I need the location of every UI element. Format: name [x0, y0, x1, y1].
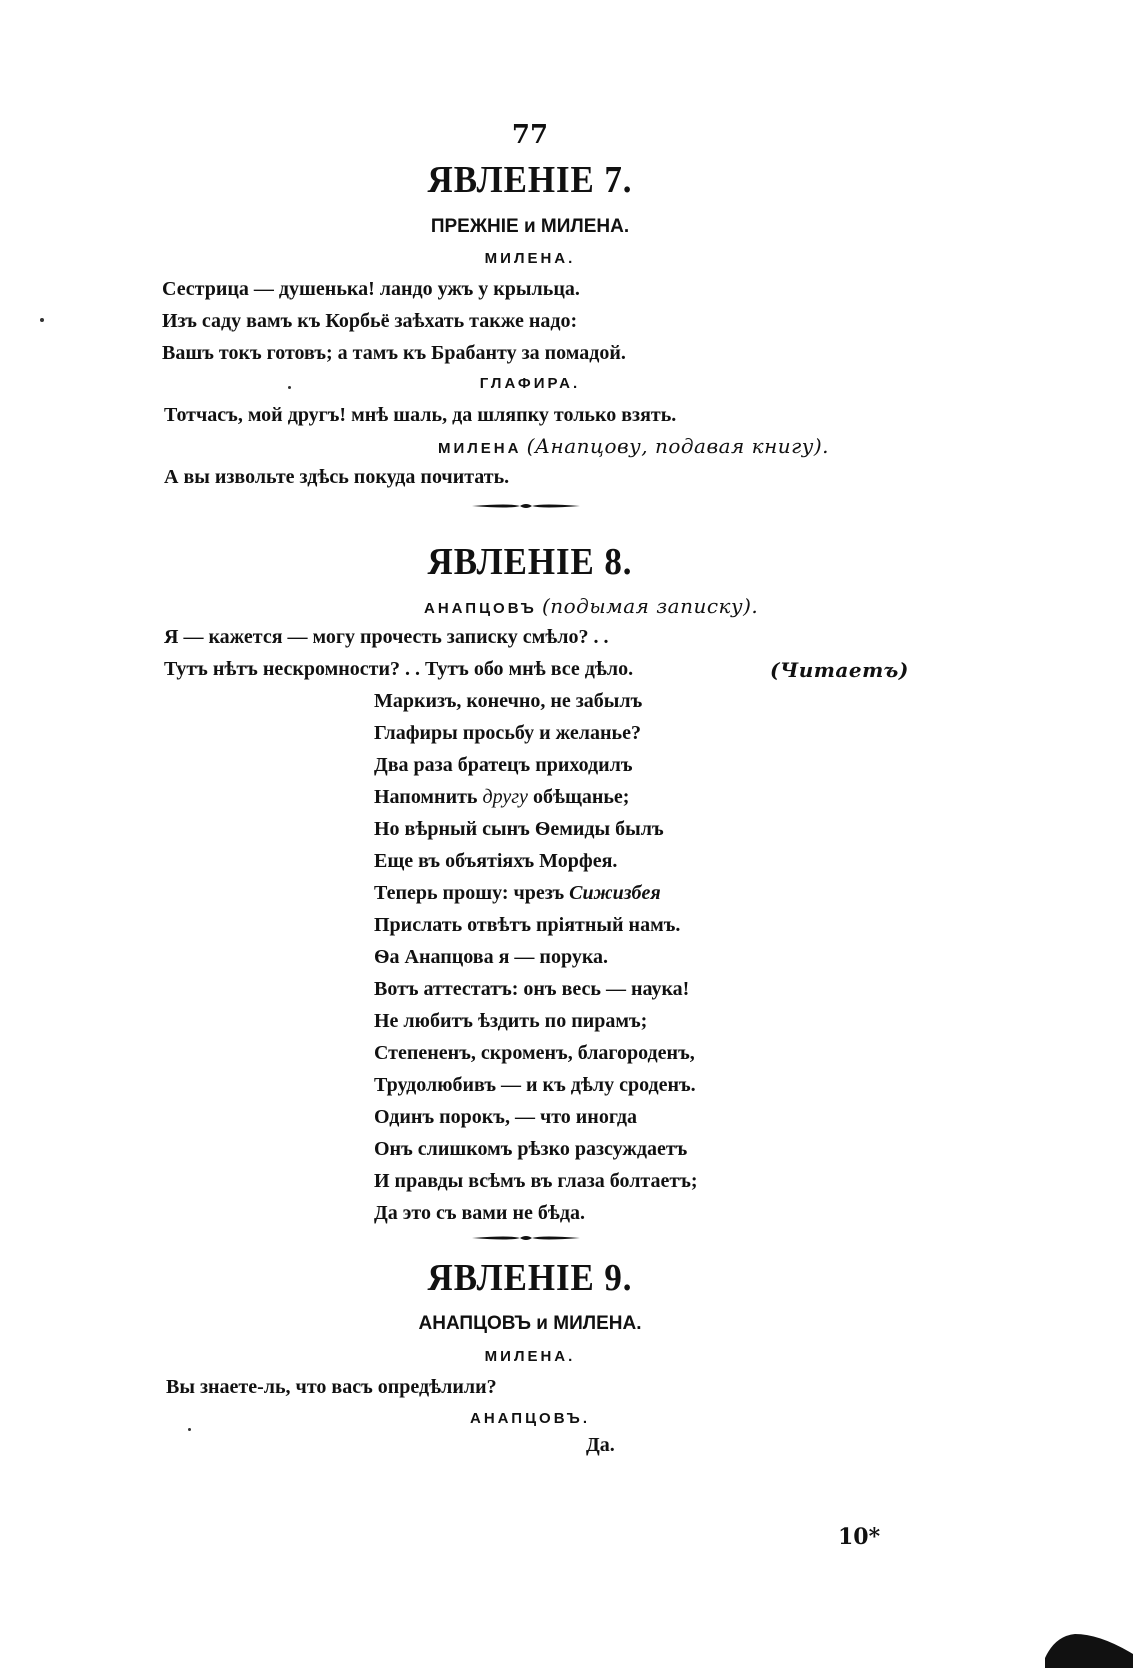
stage-direction: (подымая записку). — [541, 594, 759, 618]
letter-text: Теперь прошу: чрезъ — [374, 882, 565, 904]
scan-speck — [40, 318, 44, 322]
letter-line: Два раза братецъ приходилъ — [374, 754, 633, 776]
letter-line: Прислать отвѣтъ пріятный намъ. — [374, 914, 681, 936]
speaker-glafira: ГЛАФИРА. — [479, 375, 581, 392]
scene-8-title: ЯВЛЕНІЕ 8. — [427, 541, 633, 583]
verse-line: Вашъ токъ готовъ; а тамъ къ Брабанту за помадой. — [162, 342, 626, 364]
verse-line: Тотчасъ, мой другъ! мнѣ шаль, да шляпку только взять. — [164, 404, 677, 426]
page-number: 77 — [511, 120, 549, 150]
scene-9-title: ЯВЛЕНІЕ 9. — [427, 1257, 633, 1299]
letter-line: Трудолюбивъ — и къ дѣлу сроденъ. — [374, 1074, 696, 1096]
letter-line: Еще въ объятіяхъ Морфея. — [374, 850, 618, 872]
speaker-milena: МИЛЕНА. — [484, 1348, 576, 1365]
stage-direction-reads: (Читаетъ) — [770, 658, 909, 682]
scene-7-title: ЯВЛЕНІЕ 7. — [427, 159, 633, 201]
verse-line: Тутъ нѣтъ нескромности? . . Тутъ обо мнѣ все дѣло. — [164, 658, 634, 680]
letter-line — [374, 786, 629, 809]
scene-7-cast: ПРЕЖНІЕ и МИЛЕНА. — [430, 216, 630, 237]
letter-line — [374, 882, 661, 905]
verse-line: А вы извольте здѣсь покуда почитать. — [164, 466, 510, 488]
letter-line: Да это съ вами не бѣда. — [374, 1202, 585, 1224]
letter-line: Одинъ порокъ, — что иногда — [374, 1106, 638, 1128]
verse-line: Да. — [586, 1434, 615, 1456]
stage-direction: (Анапцову, подавая книгу). — [526, 434, 830, 458]
speaker-milena: МИЛЕНА — [438, 440, 522, 457]
letter-line: Ѳа Анапцова я — порука. — [374, 946, 609, 968]
scene-divider — [470, 500, 582, 512]
scene-divider — [470, 1232, 582, 1244]
letter-line: И правды всѣмъ въ глаза болтаетъ; — [374, 1170, 698, 1192]
letter-line: Глафиры просьбу и желанье? — [374, 722, 641, 744]
speaker-direction — [424, 594, 758, 618]
letter-line: Степененъ, скроменъ, благороденъ, — [374, 1042, 695, 1064]
letter-line: Но вѣрный сынъ Ѳемиды былъ — [374, 818, 664, 840]
verse-line: Сестрица — душенька! ландо ужъ у крыльца. — [162, 278, 580, 300]
letter-line: Маркизъ, конечно, не забылъ — [374, 690, 643, 712]
letter-line: Вотъ аттестатъ: онъ весь — наука! — [374, 978, 690, 1000]
verse-line: Вы знаете-ль, что васъ опредѣлили? — [166, 1376, 497, 1398]
verse-line: Изъ саду вамъ къ Корбьё заѣхать также надо: — [162, 310, 578, 332]
letter-italic-word: другу — [482, 786, 528, 808]
scan-speck — [188, 1428, 191, 1431]
speaker-anaptsov: АНАПЦОВЪ. — [469, 1410, 590, 1427]
letter-line: Онъ слишкомъ рѣзко разсуждаетъ — [374, 1138, 688, 1160]
letter-text: Напомнить — [374, 786, 478, 808]
verse-line: Я — кажется — могу прочесть записку смѣло? . . — [164, 626, 609, 648]
letter-italic-word: Сижизбея — [569, 882, 661, 904]
signature-mark: 10* — [838, 1524, 881, 1550]
speaker-direction — [438, 434, 829, 458]
speaker-anaptsov: АНАПЦОВЪ — [424, 600, 537, 617]
speaker-milena: МИЛЕНА. — [484, 250, 576, 267]
ink-blot — [1045, 1628, 1135, 1668]
letter-text: обѣщанье; — [532, 786, 630, 808]
scan-speck — [288, 386, 291, 389]
scene-9-cast: АНАПЦОВЪ и МИЛЕНА. — [418, 1313, 642, 1334]
letter-line: Не любитъ ѣздить по пирамъ; — [374, 1010, 648, 1032]
